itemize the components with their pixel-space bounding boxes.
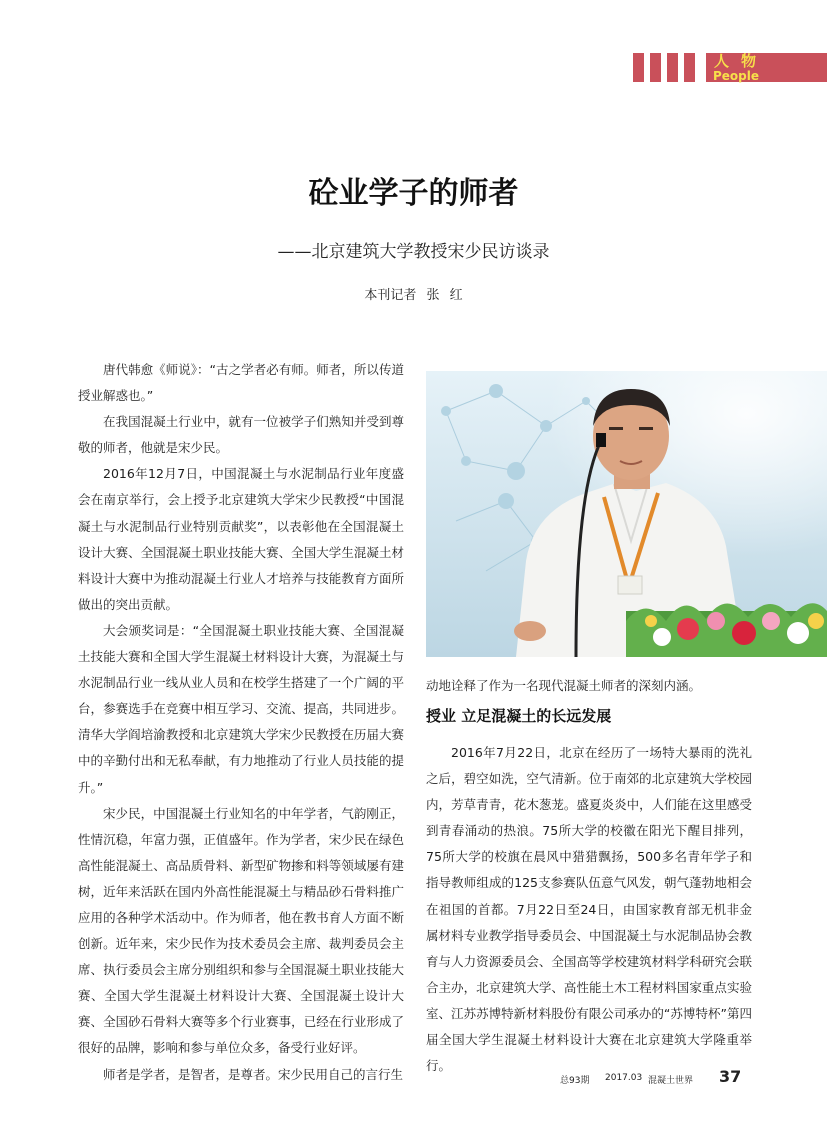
paragraph: 大会颁奖词是：“全国混凝土职业技能大赛、全国混凝土技能大赛和全国大学生混凝土材料设计大赛，为混凝土与水泥制品行业一线从业人员和在校学生搭建了一个广阔的平台，参赛选手在竞赛中相互学习、交流、提高，共同进步。清华大学阎培渝教授和北京建筑大学宋少民教授在历届大赛中的辛勤付出和无私奉献，有力地推动了行业人员技能的提升。” xyxy=(78,622,404,795)
article-byline: 本刊记者 张 红 xyxy=(364,288,463,303)
paragraph: 在我国混凝土行业中，就有一位被学子们熟知并受到尊敬的师者，他就是宋少民。 xyxy=(78,414,404,456)
footer-date: 2017.03 xyxy=(605,1073,643,1083)
footer-magazine: 混凝土世界 xyxy=(648,1076,694,1086)
paragraph: 2016年7月22日，北京在经历了一场特大暴雨的洗礼之后，碧空如洗，空气清新。位于南郊的北京建筑大学校园内，芳草青青，花木葱茏。盛夏炎炎中，人们能在这里感受到青春涌动的热浪。75所大学的校徽在阳光下醒目排列，75所大学的校旗在晨风中猎猎飘扬，500多名青年学子和指导教师组成的125支参赛队伍意气风发，朝气蓬勃地相会在祖国的首都。7月22日至24日，由国家教育部无机非金属材料专业教学指导委员会、中国混凝土与水泥制品协会教育与人力资源委员会、全国高等学校建筑材料学科研究会联合主办，北京建筑大学、高性能土木工程材料国家重点实验室、江苏苏博特新材料股份有限公司承办的“苏博特杯”第四届全国大学生混凝土材料设计大赛在北京建筑大学隆重举行。 xyxy=(426,745,752,1074)
right-column xyxy=(426,740,752,1079)
article-subtitle: ——北京建筑大学教授宋少民访谈录 xyxy=(277,242,550,262)
header-stripe-1 xyxy=(633,53,644,82)
header-stripe-3 xyxy=(667,53,678,82)
header-stripe-2 xyxy=(650,53,661,82)
paragraph: 2016年12月7日，中国混凝土与水泥制品行业年度盛会在南京举行，会上授予北京建筑大学宋少民教授“中国混凝土与水泥制品行业特别贡献奖”，以表彰他在全国混凝土设计大赛、全国混凝土职业技能大赛、全国大学生混凝土材料设计大赛中为推动混凝土行业人才培养与技能教育方面所做出的突出贡献。 xyxy=(78,466,404,612)
section-label-cn: 人物 xyxy=(714,52,769,70)
right-column-continuation xyxy=(426,673,752,699)
page-footer xyxy=(560,1067,740,1087)
page-number: 37 xyxy=(719,1067,742,1086)
section-heading: 授业 立足混凝土的长远发展 xyxy=(426,707,612,725)
paragraph: 师者是学者，是智者，是尊者。宋少民用自己的言行生 xyxy=(103,1066,404,1082)
footer-issue: 总93期 xyxy=(560,1076,590,1086)
paragraph: 唐代韩愈《师说》：“古之学者必有师。师者，所以传道授业解惑也。” xyxy=(78,362,404,404)
section-label-en: People xyxy=(713,69,760,83)
portrait-photo xyxy=(426,371,827,657)
paragraph: 动地诠释了作为一名现代混凝土师者的深刻内涵。 xyxy=(426,678,702,693)
paragraph: 宋少民，中国混凝土行业知名的中年学者，气韵刚正，性情沉稳，年富力强，正值盛年。作为学者，宋少民在绿色高性能混凝土、高品质骨料、新型矿物掺和料等领域屡有建树，近年来活跃在国内外高性能混凝土与精品砂石骨料推广应用的各种学术活动中。作为师者，他在教书育人方面不断创新。近年来，宋少民作为技术委员会主席、裁判委员会主席、执行委员会主席分别组织和参与全国混凝土职业技能大赛、全国大学生混凝土材料设计大赛、全国混凝土设计大赛、全国砂石骨料大赛等多个行业赛事，已经在行业形成了很好的品牌，影响和参与单位众多，备受行业好评。 xyxy=(78,805,404,1056)
portrait-illustration xyxy=(426,371,827,657)
article-title: 砼业学子的师者 xyxy=(308,176,519,211)
header-stripe-4 xyxy=(684,53,695,82)
left-column xyxy=(78,357,404,1088)
